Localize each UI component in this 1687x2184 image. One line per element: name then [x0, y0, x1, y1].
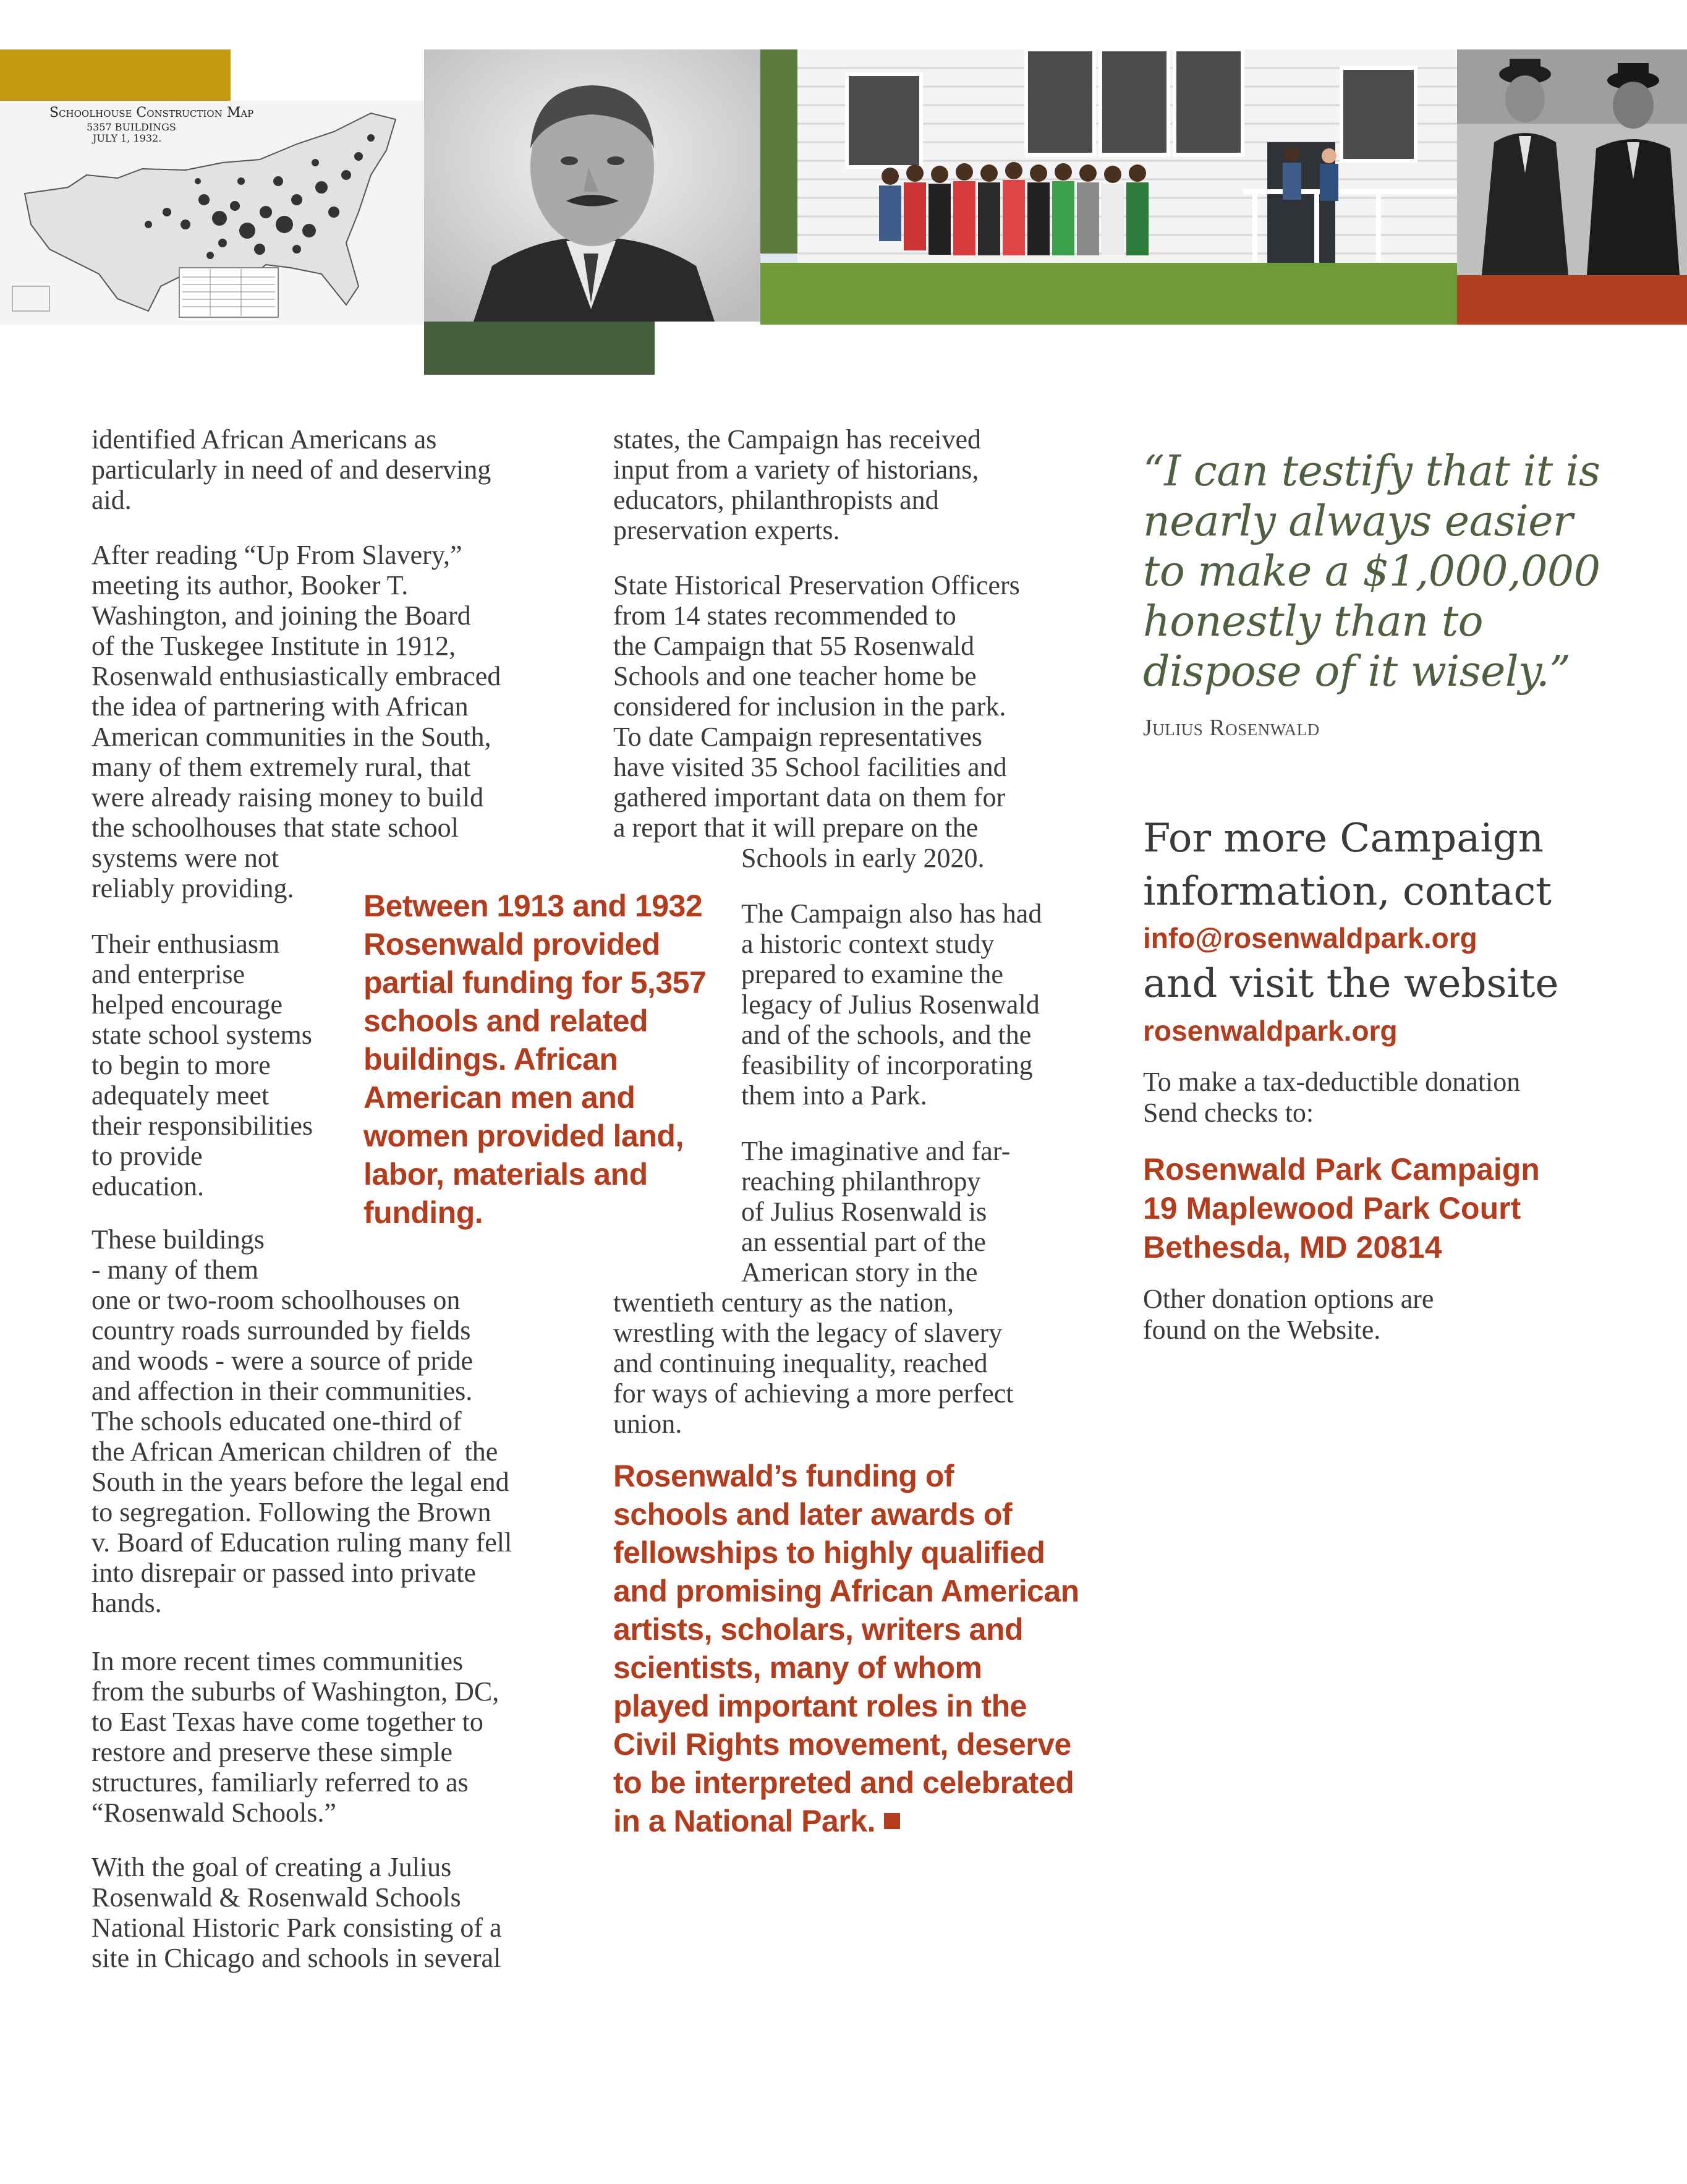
- text-line: the idea of partnering with African: [91, 691, 469, 722]
- text-line: and continuing inequality, reached: [613, 1348, 988, 1378]
- text-line: reaching philanthropy: [741, 1166, 981, 1197]
- text-line: aid.: [91, 485, 132, 515]
- callout-line: artists, scholars, writers and: [613, 1612, 1024, 1647]
- col1-paragraph-6: [91, 1852, 502, 1973]
- mailing-address: [1143, 1150, 1540, 1267]
- text-line: wrestling with the legacy of slavery: [613, 1318, 1003, 1348]
- callout-line: Between 1913 and 1932: [363, 889, 703, 923]
- text-line: structures, familiarly referred to as: [91, 1767, 469, 1798]
- text-line: Washington, and joining the Board: [91, 600, 471, 631]
- accent-bar-red: [1457, 275, 1687, 325]
- text-line: education.: [91, 1171, 205, 1201]
- text-line: states, the Campaign has received: [613, 424, 982, 454]
- text-line: gathered important data on them for: [613, 782, 1006, 813]
- text-line: Schools in early 2020.: [741, 843, 985, 873]
- text-line: of Julius Rosenwald is: [741, 1197, 987, 1227]
- text-line: to segregation. Following the Brown: [91, 1497, 491, 1527]
- callout-line: fellowships to highly qualified: [613, 1535, 1045, 1570]
- text-line: and affection in their communities.: [91, 1376, 473, 1406]
- quote-line: to make a $1,000,000: [1143, 547, 1600, 596]
- text-line: Their enthusiasm: [91, 929, 280, 959]
- text-line: American communities in the South,: [91, 722, 491, 752]
- text-line: have visited 35 School facilities and: [613, 752, 1007, 782]
- callout-line: Civil Rights movement, deserve: [613, 1727, 1071, 1762]
- text-line: the African American children of the: [91, 1436, 498, 1467]
- callout-line: in a National Park.: [613, 1804, 875, 1838]
- col2-paragraph-2: [613, 570, 1020, 873]
- text-line: them into a Park.: [741, 1080, 927, 1111]
- text-line: and enterprise: [91, 959, 245, 989]
- end-mark-square-icon: [884, 1813, 900, 1829]
- text-line: legacy of Julius Rosenwald: [741, 989, 1040, 1020]
- callout-line: schools and related: [363, 1004, 648, 1038]
- text-line: country roads surrounded by fields: [91, 1315, 471, 1346]
- text-line: The Campaign also has had: [741, 898, 1042, 929]
- text-line: educators, philanthropists and: [613, 485, 939, 515]
- text-line: adequately meet: [91, 1080, 270, 1111]
- address-line: 19 Maplewood Park Court: [1143, 1191, 1521, 1226]
- callout-line: women provided land,: [363, 1119, 684, 1153]
- text-line: systems were not: [91, 843, 279, 873]
- callout-line: to be interpreted and celebrated: [613, 1765, 1074, 1800]
- col1-paragraph-4: [91, 1224, 512, 1618]
- text-line: a historic context study: [741, 929, 995, 959]
- text-line: particularly in need of and deserving: [91, 454, 491, 485]
- text-line: With the goal of creating a Julius: [91, 1852, 452, 1882]
- callout-line: Rosenwald’s funding of: [613, 1459, 954, 1493]
- contact-heading-line-2: information, contact: [1143, 869, 1552, 915]
- callout-line: funding.: [363, 1195, 483, 1230]
- callout-line: scientists, many of whom: [613, 1650, 982, 1685]
- schoolhouse-construction-map-photo: [0, 101, 424, 325]
- text-line: restore and preserve these simple: [91, 1737, 453, 1767]
- website-link[interactable]: rosenwaldpark.org: [1143, 1015, 1398, 1047]
- text-line: site in Chicago and schools in several: [91, 1943, 501, 1973]
- col2-paragraph-1: [613, 424, 981, 545]
- text-line: State Historical Preservation Officers: [613, 570, 1020, 600]
- contact-email-link[interactable]: info@rosenwaldpark.org: [1143, 922, 1477, 954]
- text-line: a report that it will prepare on the: [613, 813, 979, 843]
- callout-line: Rosenwald provided: [363, 927, 660, 962]
- rosenwald-school-group-photo: [760, 49, 1457, 325]
- callout-line: played important roles in the: [613, 1689, 1027, 1723]
- text-line: These buildings: [91, 1224, 265, 1255]
- text-line: to begin to more: [91, 1050, 271, 1080]
- text-line: identified African Americans as: [91, 424, 437, 454]
- accent-bar-gold: [0, 49, 231, 101]
- text-line: After reading “Up From Slavery,”: [91, 540, 462, 570]
- text-line: meeting its author, Booker T.: [91, 570, 409, 600]
- text-line: The schools educated one-third of: [91, 1406, 462, 1436]
- text-line: from 14 states recommended to: [613, 600, 956, 631]
- text-line: The imaginative and far-: [741, 1136, 1011, 1166]
- callout-line: schools and later awards of: [613, 1497, 1013, 1532]
- text-line: input from a variety of historians,: [613, 454, 979, 485]
- callout-line: labor, materials and: [363, 1157, 648, 1192]
- text-line: and of the schools, and the: [741, 1020, 1032, 1050]
- address-line: Bethesda, MD 20814: [1143, 1230, 1442, 1265]
- callout-funding-1913-1932: [363, 887, 706, 1232]
- quote-line: “I can testify that it is: [1143, 447, 1600, 496]
- text-line: to East Texas have come together to: [91, 1707, 483, 1737]
- text-line: v. Board of Education ruling many fell: [91, 1527, 512, 1558]
- text-line: found on the Website.: [1143, 1315, 1381, 1345]
- text-line: American story in the: [741, 1257, 978, 1287]
- text-line: hands.: [91, 1588, 162, 1618]
- donation-instructions: [1143, 1067, 1520, 1128]
- col1-paragraph-5: [91, 1646, 499, 1828]
- text-line: an essential part of the: [741, 1227, 986, 1257]
- text-line: twentieth century as the nation,: [613, 1287, 954, 1318]
- rosenwald-quote: [1143, 446, 1600, 697]
- contact-heading-line-3: and visit the website: [1143, 961, 1559, 1007]
- callout-fellowships: [613, 1457, 1079, 1840]
- text-line: feasibility of incorporating: [741, 1050, 1033, 1080]
- julius-rosenwald-portrait-photo: [424, 49, 760, 322]
- text-line: for ways of achieving a more perfect: [613, 1378, 1014, 1409]
- text-line: Other donation options are: [1143, 1284, 1434, 1314]
- text-line: considered for inclusion in the park.: [613, 691, 1006, 722]
- text-line: union.: [613, 1409, 682, 1439]
- col2-paragraph-4b: [613, 1287, 1013, 1439]
- text-line: To make a tax-deductible donation: [1143, 1067, 1521, 1097]
- quote-line: honestly than to: [1143, 597, 1484, 646]
- text-line: state school systems: [91, 1020, 312, 1050]
- text-line: prepared to examine the: [741, 959, 1003, 989]
- other-donation-options: [1143, 1284, 1434, 1346]
- callout-line: American men and: [363, 1080, 635, 1115]
- quote-line: nearly always easier: [1143, 497, 1573, 546]
- callout-line: buildings. African: [363, 1042, 618, 1077]
- text-line: their responsibilities: [91, 1111, 313, 1141]
- col2-paragraph-4a: [741, 1136, 1010, 1287]
- map-subtitle-1: 5357 BUILDINGS: [87, 121, 176, 133]
- text-line: Rosenwald & Rosenwald Schools: [91, 1882, 461, 1913]
- text-line: from the suburbs of Washington, DC,: [91, 1676, 499, 1707]
- text-line: Rosenwald enthusiastically embraced: [91, 661, 501, 691]
- quote-attribution: Julius Rosenwald: [1143, 715, 1320, 741]
- text-line: South in the years before the legal end: [91, 1467, 509, 1497]
- text-line: National Historic Park consisting of a: [91, 1913, 502, 1943]
- text-line: “Rosenwald Schools.”: [91, 1798, 336, 1828]
- text-line: to provide: [91, 1141, 203, 1171]
- text-line: reliably providing.: [91, 873, 294, 903]
- text-line: - many of them: [91, 1255, 259, 1285]
- address-line: Rosenwald Park Campaign: [1143, 1152, 1540, 1187]
- col2-paragraph-3: [741, 898, 1042, 1111]
- text-line: Schools and one teacher home be: [613, 661, 977, 691]
- text-line: many of them extremely rural, that: [91, 752, 471, 782]
- text-line: preservation experts.: [613, 515, 840, 545]
- map-subtitle-2: JULY 1, 1932.: [93, 132, 162, 144]
- quote-line: dispose of it wisely.”: [1143, 647, 1571, 696]
- text-line: were already raising money to build: [91, 782, 484, 813]
- two-men-historic-photo: [1457, 49, 1687, 275]
- text-line: Send checks to:: [1143, 1098, 1314, 1128]
- text-line: and woods - were a source of pride: [91, 1346, 473, 1376]
- text-line: one or two-room schoolhouses on: [91, 1285, 461, 1315]
- col1-paragraph-2: [91, 540, 501, 903]
- text-line: the schoolhouses that state school: [91, 813, 459, 843]
- map-title: Schoolhouse Construction Map: [49, 105, 254, 121]
- col1-paragraph-3: [91, 929, 313, 1201]
- col1-paragraph-1: [91, 424, 491, 515]
- text-line: In more recent times communities: [91, 1646, 464, 1676]
- contact-heading-line-1: For more Campaign: [1143, 816, 1544, 861]
- callout-line: and promising African American: [613, 1574, 1079, 1608]
- text-line: helped encourage: [91, 989, 283, 1020]
- text-line: To date Campaign representatives: [613, 722, 982, 752]
- text-line: of the Tuskegee Institute in 1912,: [91, 631, 456, 661]
- accent-bar-green: [424, 322, 655, 375]
- text-line: into disrepair or passed into private: [91, 1558, 476, 1588]
- text-line: the Campaign that 55 Rosenwald: [613, 631, 975, 661]
- callout-line: partial funding for 5,357: [363, 965, 707, 1000]
